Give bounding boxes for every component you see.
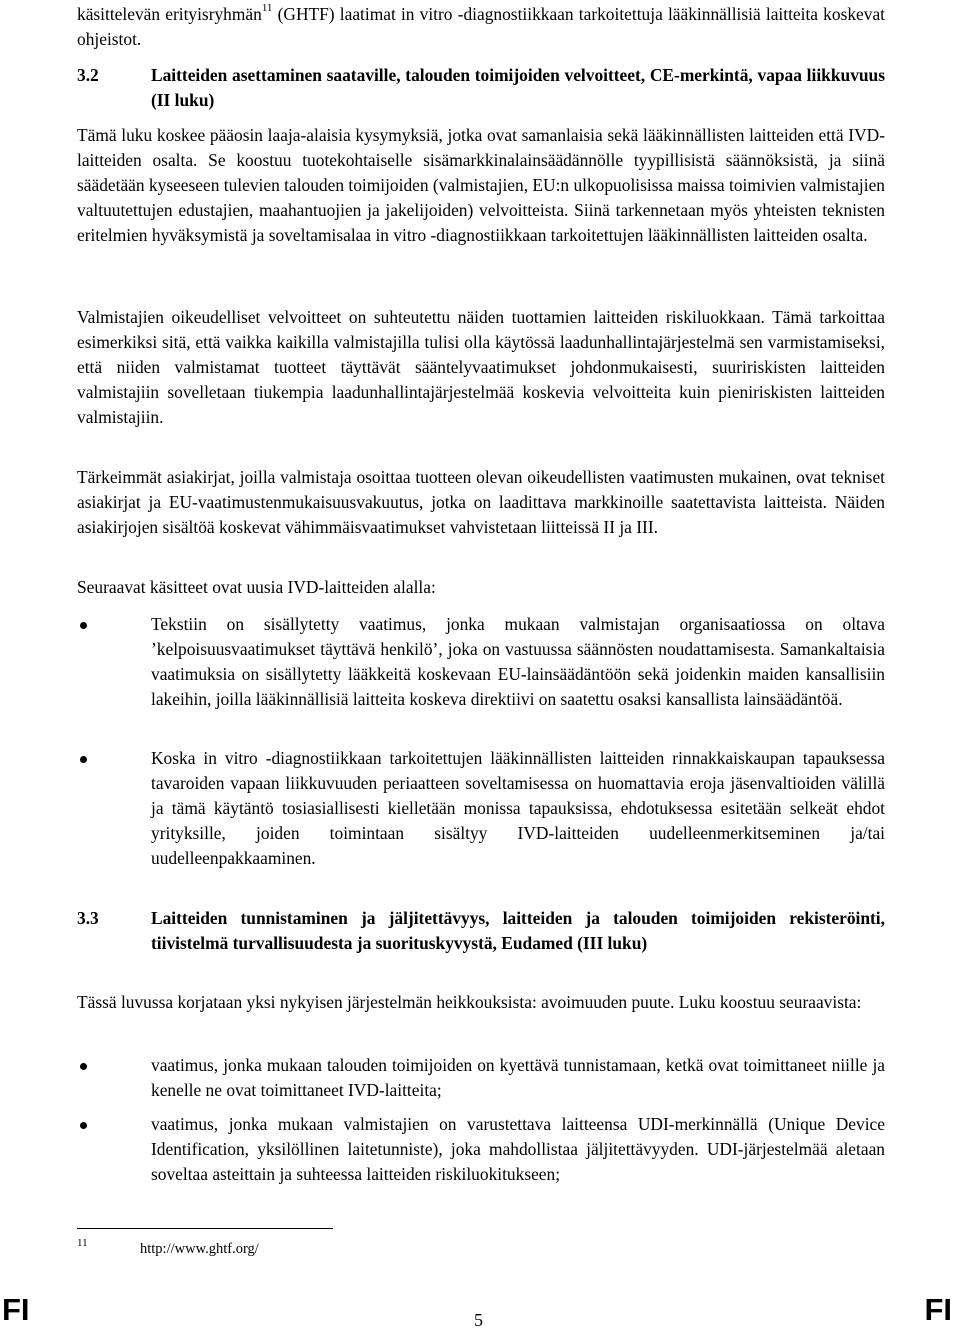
section-3-3-title: Laitteiden tunnistaminen ja jäljitettävyys, laitteiden ja talouden toimijoiden rekisteröinti, tiivistelmä turvallisuudesta ja suorituskyvystä, Eudamed (III luku) xyxy=(151,908,885,953)
footer-language-right: FI xyxy=(924,1292,952,1327)
bullet-dot-icon xyxy=(80,756,87,763)
section-3-2-title: Laitteiden asettaminen saataville, talouden toimijoiden velvoitteet, CE-merkintä, vapaa liikkuvuus (II luku) xyxy=(151,65,885,110)
section-3-2-heading xyxy=(77,63,885,113)
footnote-separator xyxy=(77,1228,333,1229)
paragraph-1: Tämä luku koskee pääosin laaja-alaisia kysymyksiä, jotka ovat samanlaisia sekä lääkinnällisten laitteiden että IVD-laitteiden osalta. Se koostuu tuotekohtaiselle sisämarkkinalainsäädännölle tyypillisistä säännöksistä, ja siinä säädetään kyseeseen tulevien talouden toimijoiden (valmistajien, EU:n ulkopuolisissa maissa toimivien valmistajien valtuutettujen edustajien, maahantuojien ja jakelijoiden) velvoitteista. Siinä tarkennetaan myös yhteisten teknisten eritelmien hyväksymistä ja soveltamisalaa in vitro -diagnostiikkaan tarkoitettujen lääkinnällisten laitteiden osalta. xyxy=(77,125,886,245)
bullet-text: vaatimus, jonka mukaan valmistajien on varustettava laitteensa UDI-merkinnällä (Unique Device Identification, yksilöllinen laitetunniste), joka mahdollistaa jäljitettävyyden. UDI-järjestelmää aletaan soveltaa asteittain ja suhteessa laitteiden riskiluokitukseen; xyxy=(151,1114,885,1184)
bullet-item xyxy=(77,1053,885,1103)
bullet-text: Tekstiin on sisällytetty vaatimus, jonka mukaan valmistajan organisaatiossa on oltava ’kelpoisuusvaatimukset täyttävä henkilö’, joka on vastuussa säännösten noudattamisesta. Samankaltaisia vaatimuksia on sisällytetty lääkkeitä koskevaan EU-lainsäädäntöön sekä joidenkin maiden kansallisiin lakeihin, joilla lääkinnällisiä laitteita koskeva direktiivi on saatettu osaksi kansallista lainsäädäntöä. xyxy=(151,614,885,709)
bullet-dot-icon xyxy=(80,1122,87,1129)
paragraph-4: Seuraavat käsitteet ovat uusia IVD-laitteiden alalla: xyxy=(77,577,436,597)
bullet-dot-icon xyxy=(80,1063,87,1070)
footnote-link[interactable]: http://www.ghtf.org/ xyxy=(140,1241,259,1257)
footnote-ref[interactable]: 11 xyxy=(261,2,273,15)
footnote-number: 11 xyxy=(77,1237,88,1249)
page-number: 5 xyxy=(474,1310,483,1330)
bullet-item xyxy=(77,746,885,871)
intro-text-after: (GHTF) laatimat in vitro -diagnostiikkaan tarkoitettuja lääkinnällisiä laitteita koskevat ohjeistot. xyxy=(77,4,885,49)
bullet-text: Koska in vitro -diagnostiikkaan tarkoitettujen lääkinnällisten laitteiden rinnakkaiskaupan tapauksessa tavaroiden vapaan liikkuvuuden periaatteen soveltamisessa on huomattavia eroja jäsenvaltioiden välillä ja tämä käytäntö tosiasiallisesti kielletään monissa tapauksissa, ehdotuksessa esitetään selkeät ehdot yrityksille, joiden toimintaan sisältyy IVD-laitteiden uudelleenmerkitseminen ja/tai uudelleenpakkaaminen. xyxy=(151,748,885,868)
paragraph-5: Tässä luvussa korjataan yksi nykyisen järjestelmän heikkouksista: avoimuuden puute. Luku koostuu seuraavista: xyxy=(77,992,862,1012)
paragraph-2: Valmistajien oikeudelliset velvoitteet on suhteutettu näiden tuottamien laitteiden riskiluokkaan. Tämä tarkoittaa esimerkiksi sitä, että vaikka kaikilla valmistajilla tulisi olla käytössä laadunhallintajärjestelmä sen varmistamiseksi, että niiden valmistamat tuotteet täyttävät sääntelyvaatimukset johdonmukaisesti, suuririskisten laitteiden valmistajiin sovelletaan tiukempia laadunhallintajärjestelmää koskevia velvoitteita kuin pieniriskisten laitteiden valmistajiin. xyxy=(77,307,885,427)
section-3-2-number: 3.2 xyxy=(77,65,99,85)
bullet-text: vaatimus, jonka mukaan talouden toimijoiden on kyettävä tunnistamaan, ketkä ovat toimittaneet niille ja kenelle ne ovat toimittaneet IVD-laitteita; xyxy=(151,1055,885,1100)
footer-language-left: FI xyxy=(2,1292,30,1327)
section-3-3-heading xyxy=(77,906,885,956)
bullet-item xyxy=(77,612,885,712)
intro-text-before: käsittelevän erityisryhmän xyxy=(77,4,262,24)
bullet-dot-icon xyxy=(80,622,87,629)
paragraph-3: Tärkeimmät asiakirjat, joilla valmistaja osoittaa tuotteen olevan oikeudellisten vaatimusten mukainen, ovat tekniset asiakirjat ja EU-vaatimustenmukaisuusvakuutus, jotka on laadittava markkinoille saatettavista laitteista. Näiden asiakirjojen sisältöä koskevat vähimmäisvaatimukset vahvistetaan liitteissä II ja III. xyxy=(77,467,885,537)
bullet-item xyxy=(77,1112,885,1187)
intro-paragraph xyxy=(77,2,885,52)
section-3-3-number: 3.3 xyxy=(77,908,99,928)
